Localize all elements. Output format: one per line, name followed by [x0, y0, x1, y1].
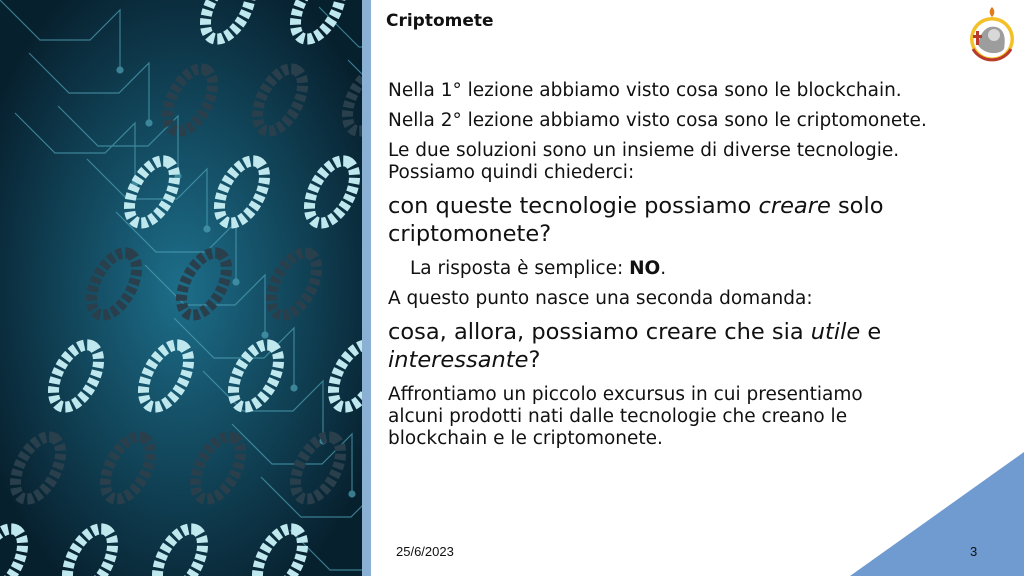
- slide-title: Criptomete: [386, 11, 494, 31]
- text-line: alcuni prodotti nati dalle tecnologie che creano le: [388, 406, 848, 427]
- emphasis-text: utile: [810, 319, 861, 345]
- text-segment: La risposta è semplice:: [410, 258, 630, 279]
- text-segment: ?: [528, 347, 541, 373]
- text-segment: solo: [830, 193, 884, 219]
- text-line: Possiamo quindi chiederci:: [388, 162, 635, 183]
- question-2: [388, 318, 998, 374]
- university-seal-logo: [966, 5, 1018, 63]
- page-number: 3: [970, 544, 978, 559]
- answer: [388, 258, 998, 280]
- paragraph-technologies: [388, 140, 998, 184]
- answer-bold: NO: [629, 258, 661, 279]
- paragraph-second-question: A questo punto nasce una seconda domanda:: [388, 288, 813, 309]
- emphasis-text: interessante: [388, 347, 529, 373]
- text-segment: con queste tecnologie possiamo: [388, 193, 759, 219]
- paragraph-lesson-2: Nella 2° lezione abbiamo visto cosa sono le criptomonete.: [388, 110, 927, 131]
- text-segment: .: [660, 258, 667, 279]
- footer-date: 25/6/2023: [396, 544, 454, 559]
- text-segment: cosa, allora, possiamo creare che sia: [388, 319, 811, 345]
- emphasis-text: creare: [758, 193, 831, 219]
- text-segment: criptomonete?: [388, 221, 552, 247]
- paragraph-excursus: [388, 384, 998, 450]
- slide-body: [388, 80, 998, 458]
- text-line: Affrontiamo un piccolo excursus in cui presentiamo: [388, 384, 863, 405]
- question-1: [388, 192, 998, 248]
- text-segment: e: [860, 319, 882, 345]
- text-line: Le due soluzioni sono un insieme di diverse tecnologie.: [388, 140, 900, 161]
- text-line: blockchain e le criptomonete.: [388, 428, 663, 449]
- paragraph-lesson-1: Nella 1° lezione abbiamo visto cosa sono le blockchain.: [388, 80, 902, 101]
